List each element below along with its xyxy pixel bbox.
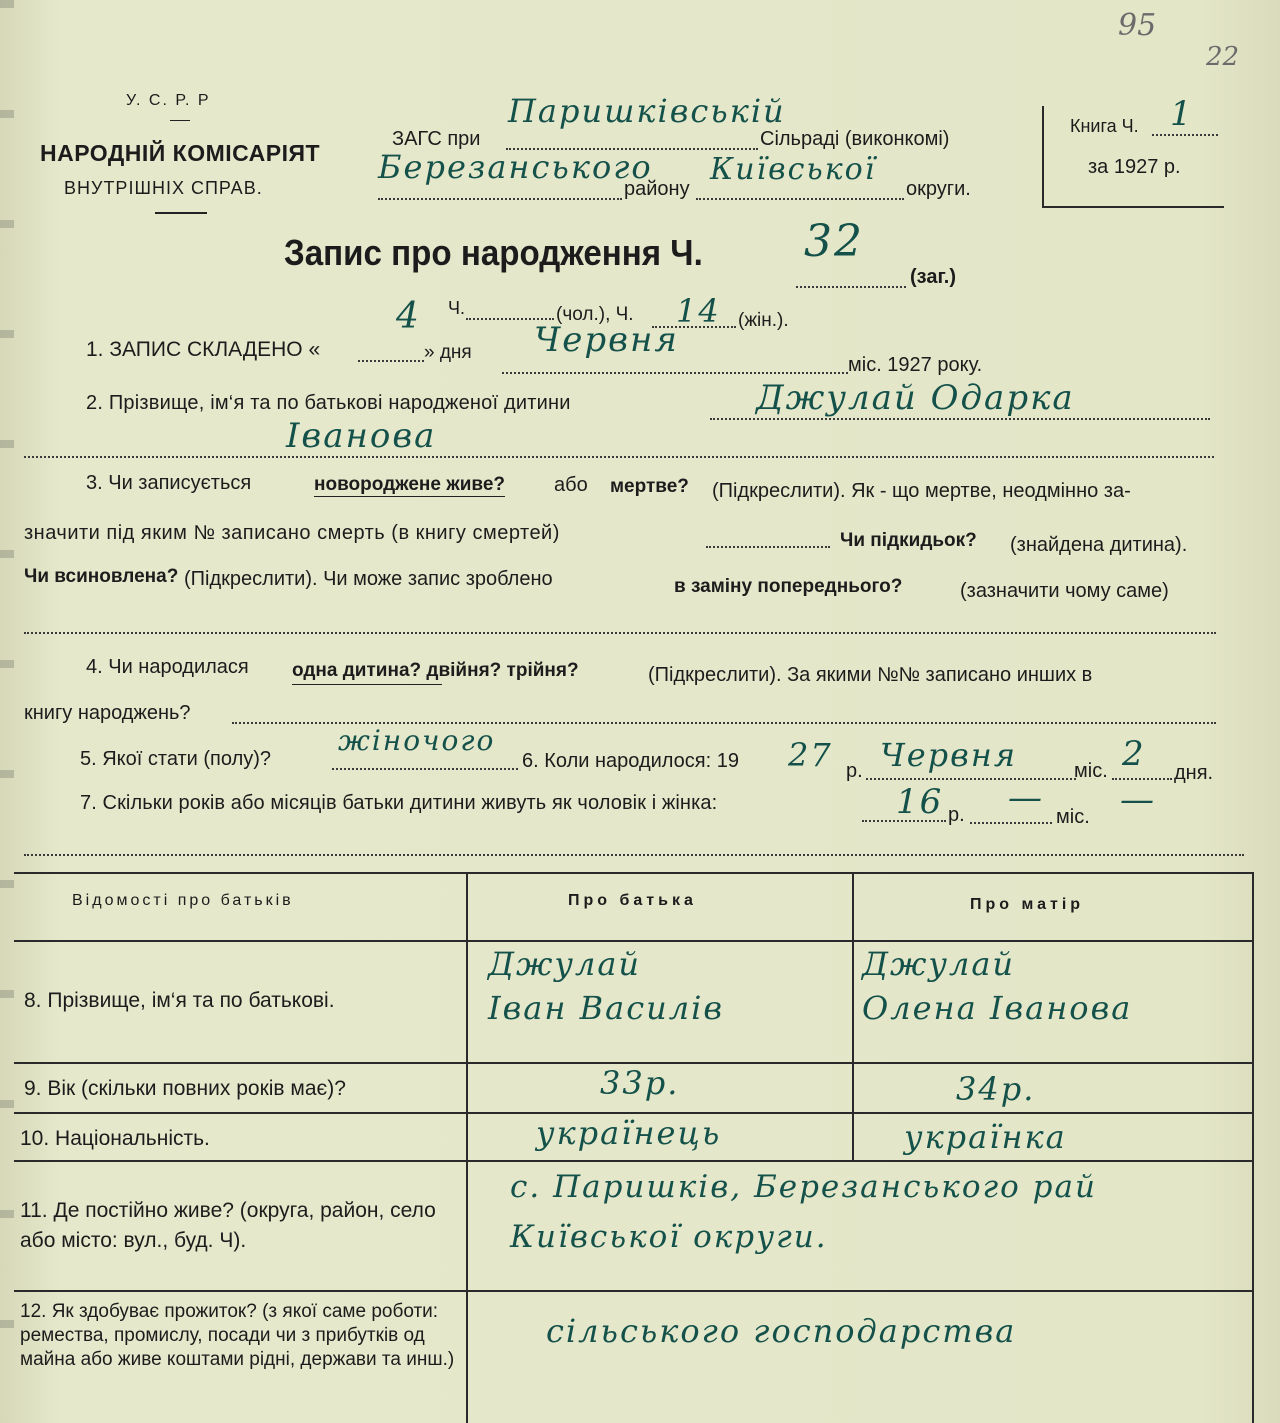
record-suffix: (заг.) bbox=[910, 266, 957, 288]
male-count-value: 4 bbox=[396, 296, 421, 337]
item3-line2-c: (знайдена дитина). bbox=[1010, 534, 1188, 556]
item3-line3-a: Чи всиновлена? bbox=[24, 566, 179, 587]
book-label: Книга Ч. bbox=[1070, 116, 1139, 136]
item3-line3-b: (Підкреслити). Чи може запис зроблено bbox=[184, 568, 553, 590]
table-row-mother: Джулай Олена Іванова bbox=[862, 945, 1133, 1027]
item3-line1-d: мертве? bbox=[610, 476, 689, 497]
male-count-suffix: (чол.), Ч. bbox=[556, 304, 634, 325]
item7-label: 7. Скільки років або місяців батьки дитини живуть як чоловік і жінка: bbox=[80, 792, 718, 814]
item6-year-value: 27 bbox=[788, 736, 833, 774]
item6-year-suffix: р. bbox=[846, 760, 863, 782]
table-row-label: 10. Національність. bbox=[20, 1127, 210, 1150]
book-value: 1 bbox=[1170, 94, 1194, 134]
table-row-mother: 34р. bbox=[956, 1070, 1036, 1108]
item3-line1-c: або bbox=[554, 474, 588, 496]
region-value: Київської bbox=[710, 152, 877, 187]
region-label: округи. bbox=[906, 178, 971, 200]
item1-day-suffix: » дня bbox=[424, 342, 472, 363]
item3-line3-d: (зазначити чому саме) bbox=[960, 580, 1169, 602]
item3-line2-a: значити під яким № записано смерть (в книгу смертей) bbox=[24, 522, 560, 544]
archive-number-secondary: 22 bbox=[1206, 42, 1240, 72]
zags-label: ЗАГС при bbox=[392, 128, 481, 150]
item6-month-value: Червня bbox=[880, 736, 1018, 774]
item7-years-value: 16 bbox=[896, 782, 944, 822]
republic-label: У. С. Р. Р bbox=[126, 92, 211, 109]
record-number: 32 bbox=[804, 216, 864, 267]
item2-label: 2. Прізвище, ім‘я та по батькові народженої дитини bbox=[86, 392, 571, 414]
item2-value-line1: Джулай Одарка bbox=[756, 378, 1075, 418]
item5-value: жіночого bbox=[338, 724, 496, 757]
item6-label: 6. Коли народилося: 19 bbox=[522, 750, 739, 772]
table-row-father: 33р. bbox=[600, 1064, 680, 1102]
district-label: району bbox=[624, 178, 690, 200]
record-title: Запис про народження Ч. bbox=[284, 232, 703, 273]
female-count-value: 14 bbox=[676, 292, 721, 330]
table-row-mother: українка bbox=[904, 1118, 1067, 1156]
item6-day-suffix: дня. bbox=[1174, 762, 1214, 784]
item3-line3-c: в заміну попереднього? bbox=[674, 576, 903, 597]
archive-number: 95 bbox=[1118, 8, 1157, 43]
zags-value: Паришківській bbox=[508, 92, 786, 130]
table-header-father: Про батька bbox=[568, 892, 697, 909]
item7-months-suffix: міс. bbox=[1056, 806, 1090, 828]
district-value: Березанського bbox=[378, 148, 653, 186]
department-label: ВНУТРІШНІХ СПРАВ. bbox=[64, 178, 263, 198]
item1-month-value: Червня bbox=[534, 320, 679, 360]
item1-month-suffix: міс. 1927 року. bbox=[848, 354, 983, 376]
book-year: за 1927 р. bbox=[1088, 156, 1181, 178]
table-header-mother: Про матір bbox=[970, 896, 1085, 913]
item3-line1-a: 3. Чи записується bbox=[86, 472, 252, 494]
item3-line1-b: новороджене живе? bbox=[314, 474, 506, 495]
table-row-label: 8. Прізвище, ім‘я та по батькові. bbox=[24, 989, 335, 1012]
item7-months-value2: — bbox=[1120, 780, 1156, 820]
binding-edge bbox=[0, 0, 14, 1423]
divider bbox=[155, 212, 207, 214]
divider bbox=[170, 120, 190, 121]
commissariat-label: НАРОДНІЙ КОМІСАРІЯТ bbox=[40, 140, 321, 166]
item4-line1-b: одна дитина? двійня? трійня? bbox=[292, 660, 579, 681]
table-row-father: Джулай Іван Василів bbox=[488, 945, 724, 1027]
table-row-father: українець bbox=[536, 1114, 722, 1152]
table-row-father: с. Паришків, Березанського рай Київської округи. bbox=[510, 1169, 1097, 1255]
table-row-father: сільського господарства bbox=[546, 1312, 1017, 1350]
item4-line1-c: (Підкреслити). За якими №№ записано инших в bbox=[648, 664, 1093, 686]
item7-years-suffix: р. bbox=[948, 804, 965, 826]
item4-line2: книгу народжень? bbox=[24, 702, 191, 724]
item3-line1-e: (Підкреслити). Як - що мертве, неодмінно за- bbox=[712, 480, 1131, 502]
council-label: Сільраді (виконкомі) bbox=[760, 128, 950, 150]
item6-day-value: 2 bbox=[1122, 734, 1146, 774]
table-row-label: 11. Де постійно живе? (округа, район, село або місто: вул., буд. Ч). bbox=[20, 1199, 436, 1252]
item4-line1-a: 4. Чи народилася bbox=[86, 656, 249, 678]
table-row-label: 12. Як здобуває прожиток? (з якої саме роботи: ремества, промислу, посади чи з прибутків од майна або живе коштами рідні, держави та инш.) bbox=[20, 1301, 455, 1370]
item3-line2-b: Чи підкидьок? bbox=[840, 530, 977, 551]
table-header-info: Відомості про батьків bbox=[72, 892, 294, 909]
item5-label: 5. Якої стати (полу)? bbox=[80, 748, 272, 770]
item2-value-line2: Іванова bbox=[286, 416, 437, 456]
table-row-label: 9. Вік (скільки повних років має)? bbox=[24, 1077, 346, 1100]
female-count-suffix: (жін.). bbox=[738, 310, 789, 331]
male-count-prefix: Ч. bbox=[448, 298, 465, 318]
item6-month-suffix: міс. bbox=[1074, 760, 1108, 782]
item1-label: 1. ЗАПИС СКЛАДЕНО « bbox=[86, 338, 321, 361]
item7-months-value: — bbox=[1008, 778, 1044, 818]
